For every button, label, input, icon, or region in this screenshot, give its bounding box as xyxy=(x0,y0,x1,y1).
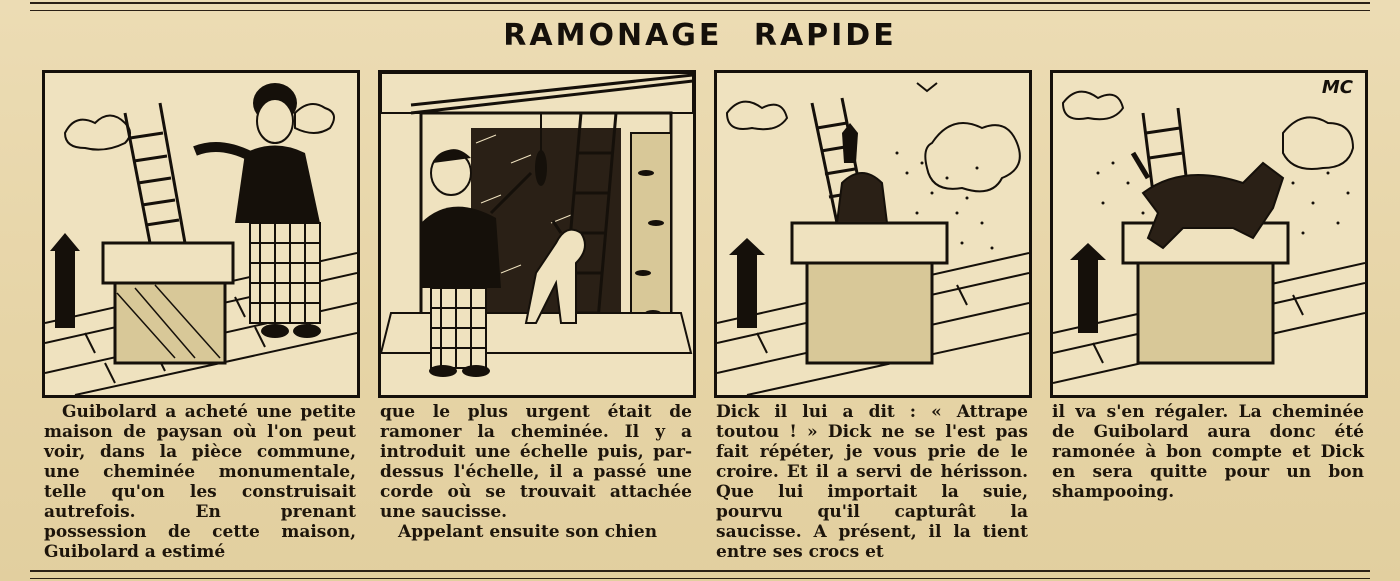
bottom-rule xyxy=(30,570,1370,579)
panel-2 xyxy=(378,70,696,398)
panel-4-illustration xyxy=(1053,73,1365,395)
top-rule xyxy=(30,2,1370,11)
text-column-4 xyxy=(1052,402,1364,502)
panel-1 xyxy=(42,70,360,398)
paragraph: Dick il lui a dit : « Attrape toutou ! » Dick ne se l'est pas fait répéter, je vous prie de le croire. Et il a servi de hérisson. Que lui importait la suie, pourvu qu'il capturât la saucisse. A présent, il la tient entre ses crocs et xyxy=(716,402,1028,562)
panel-3 xyxy=(714,70,1032,398)
panel-4 xyxy=(1050,70,1368,398)
text-column-1 xyxy=(44,402,356,562)
paragraph: il va s'en régaler. La cheminée de Guibolard aura donc été ramonée à bon compte et Dick en sera quitte pour un bon shampooing. xyxy=(1052,402,1364,502)
artist-signature: MC xyxy=(1321,77,1353,98)
text-column-3 xyxy=(716,402,1028,562)
paragraph: que le plus urgent était de ramoner la cheminée. Il y a introduit une échelle puis, par-dessus l'échelle, il a passé une corde où se trouvait attachée une saucisse. xyxy=(380,402,692,522)
paragraph: Guibolard a acheté une petite maison de paysan où l'on peut voir, dans la pièce commune, une cheminée monumentale, telle qu'on les construisait autrefois. En prenant possession de cette maison, Guibolard a estimé xyxy=(44,402,356,562)
text-column-2 xyxy=(380,402,692,542)
panel-2-illustration xyxy=(381,73,693,395)
comic-title: RAMONAGE RAPIDE xyxy=(503,18,897,53)
panel-3-illustration xyxy=(717,73,1029,395)
paragraph: Appelant ensuite son chien xyxy=(398,522,658,542)
panel-1-illustration xyxy=(45,73,357,395)
